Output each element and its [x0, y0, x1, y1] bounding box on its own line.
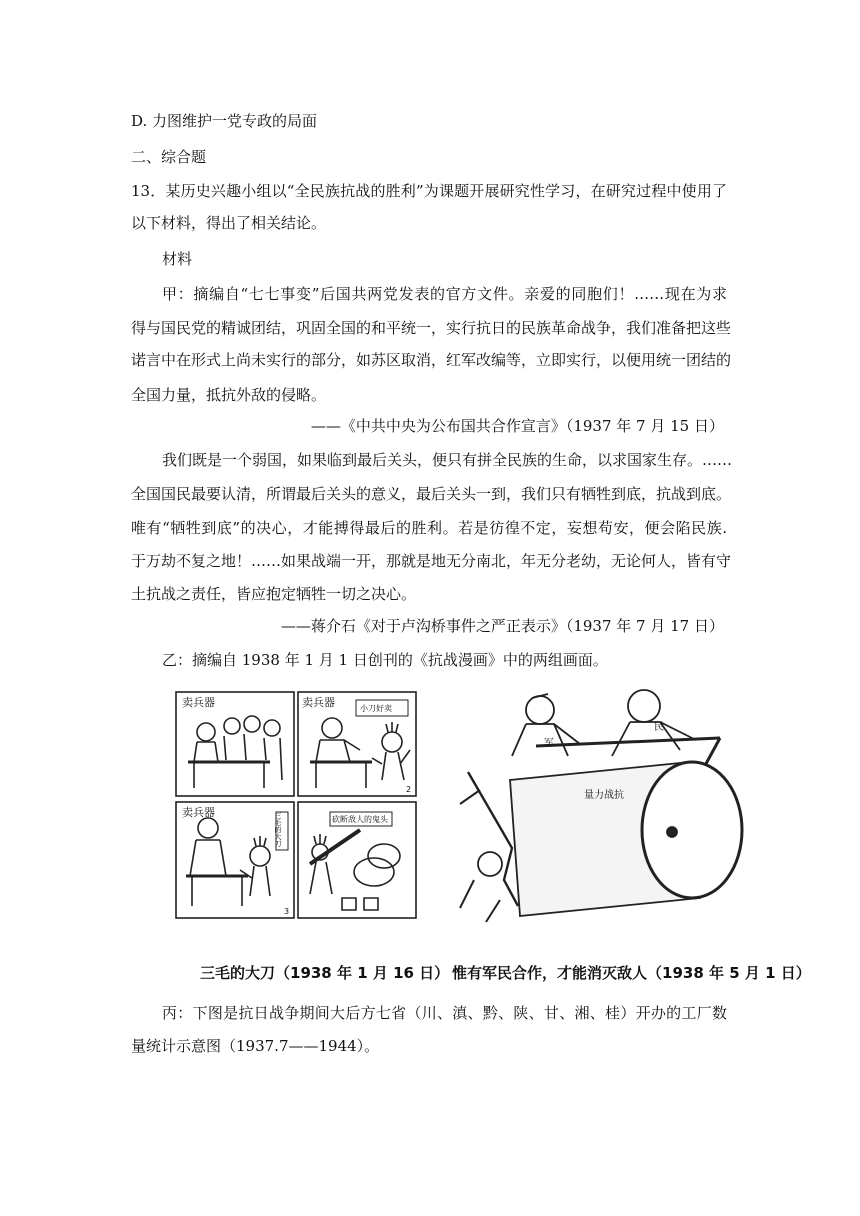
caption-left: 三毛的大刀（1938 年 1 月 16 日） — [200, 964, 450, 982]
page-number-2: 2 — [406, 785, 412, 794]
material-bing-line-2: 量统计示意图（1937.7——1944）。 — [131, 1037, 380, 1055]
panel-2-sign: 卖兵器 — [302, 696, 335, 709]
material-jia-line-2: 得与国民党的精诚团结，巩固全国的和平统一，实行抗日的民族革命战争，我们准备把这些 — [131, 319, 732, 337]
material-label: 材料 — [162, 250, 193, 268]
material-jia-line-3: 诺言中在形式上尚未实行的部分，如苏区取消，红军改编等，立即实行，以便用统一团结的 — [131, 351, 732, 369]
panel-3-bubble: 三毛的大刀 — [274, 812, 282, 847]
material-yi-line: 乙：摘编自 1938 年 1 月 1 日创刊的《抗战漫画》中的两组画面。 — [162, 651, 608, 669]
comic-strip-sanmao — [176, 692, 416, 918]
page-number-3: 3 — [284, 907, 290, 916]
panel-3-sign: 卖兵器 — [182, 806, 215, 819]
question-13-line-1: 13．某历史兴趣小组以“全民族抗战的胜利”为课题开展研究性学习，在研究过程中使用了 — [131, 182, 727, 200]
cartoon-illustration — [160, 680, 800, 992]
chiang-line-1: 我们既是一个弱国，如果临到最后关头，便只有拼全民族的生命，以求国家生存。…… — [162, 451, 733, 469]
material-jia-line-4: 全国力量，抵抗外敌的侵略。 — [131, 386, 327, 404]
cartoon-roller — [460, 690, 742, 922]
material-jia-source: ——《中共中央为公布国共合作宣言》（1937 年 7 月 15 日） — [310, 417, 724, 435]
roller-label: 量力战抗 — [584, 790, 624, 801]
option-d: D. 力图维护一党专政的局面 — [131, 112, 318, 130]
roller-figure-left-label: 军 — [544, 738, 554, 749]
question-13-line-2: 以下材料，得出了相关结论。 — [131, 214, 327, 232]
chiang-source: ——蒋介石《对于卢沟桥事件之严正表示》（1937 年 7 月 17 日） — [280, 617, 724, 635]
panel-2-bubble: 小刀好卖 — [360, 704, 392, 713]
cartoon-figure — [160, 680, 811, 992]
material-bing-line-1: 丙：下图是抗日战争期间大后方七省（川、滇、黔、陕、甘、湘、桂）开办的工厂数 — [162, 1004, 727, 1022]
panel-4-bubble: 砍断敌人的鬼头 — [332, 815, 388, 824]
chiang-line-3: 唯有“牺牲到底”的决心，才能搏得最后的胜利。若是彷徨不定，妄想苟安，便会陷民族. — [131, 519, 727, 537]
material-jia-line-1: 甲：摘编自“七七事变”后国共两党发表的官方文件。亲爱的同胞们！……现在为求 — [162, 285, 727, 303]
roller-figure-right-label: 民 — [654, 722, 664, 733]
chiang-line-5: 土抗战之责任，皆应抱定牺牲一切之决心。 — [131, 585, 417, 603]
panel-1-sign: 卖兵器 — [182, 696, 215, 709]
section-title: 二、综合题 — [131, 148, 207, 166]
caption-right: 惟有军民合作，才能消灭敌人（1938 年 5 月 1 日） — [452, 964, 811, 982]
chiang-line-2: 全国国民最要认清，所谓最后关头的意义，最后关头一到，我们只有牺牲到底，抗战到底。 — [131, 485, 732, 503]
chiang-line-4: 于万劫不复之地！……如果战端一开，那就是地无分南北，年无分老幼，无论何人，皆有守 — [131, 552, 732, 570]
